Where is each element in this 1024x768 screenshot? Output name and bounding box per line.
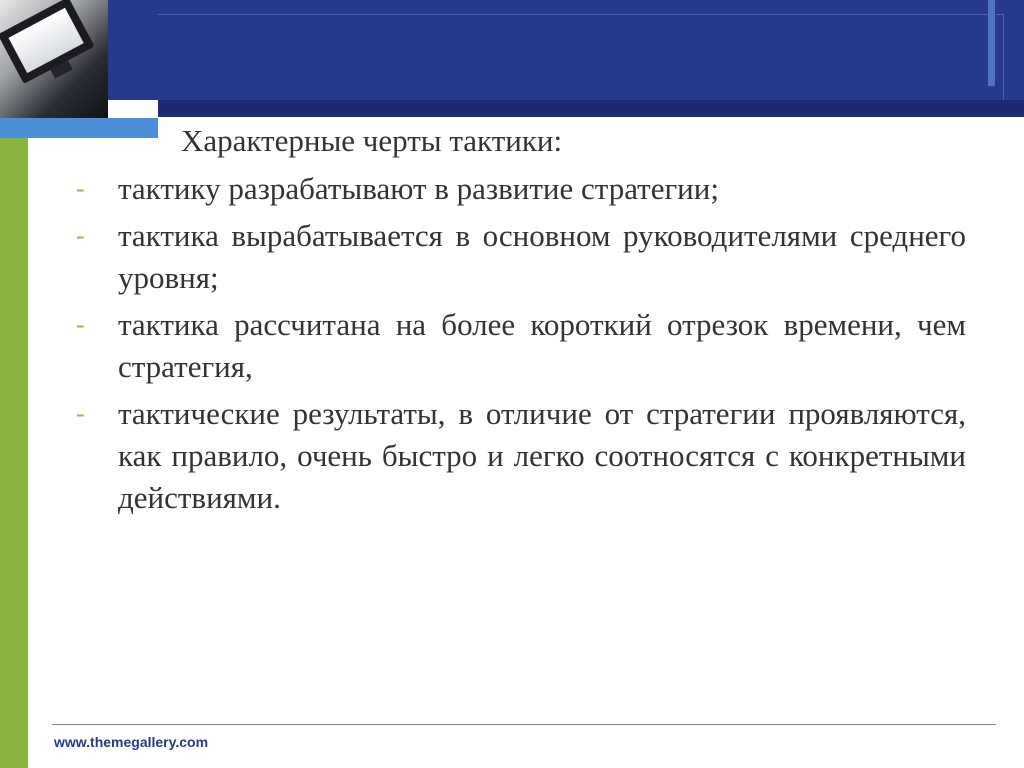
left-green-band bbox=[0, 138, 28, 768]
bullet-text: тактику разрабатывают в развитие стратегии; bbox=[118, 171, 719, 206]
computer-monitor-icon bbox=[0, 0, 108, 118]
bullet-item bbox=[76, 304, 966, 388]
bullet-text: тактика вырабатывается в основном руководителями среднего уровня; bbox=[118, 218, 966, 295]
bullet-marker: - bbox=[76, 174, 85, 203]
bullet-item bbox=[76, 393, 966, 519]
slide-heading: Характерные черты тактики: bbox=[181, 123, 563, 158]
bullet-text: тактические результаты, в отличие от стратегии проявляются, как правило, очень быстро и легко соотносятся с конкретными действиями. bbox=[118, 396, 966, 515]
footer-divider bbox=[52, 724, 996, 725]
bullet-item bbox=[76, 168, 966, 210]
monitor-shape bbox=[0, 0, 106, 93]
footer-url[interactable]: www.themegallery.com bbox=[54, 734, 209, 750]
bullet-marker: - bbox=[76, 399, 85, 428]
header-inner-frame bbox=[158, 14, 1004, 100]
bullet-marker: - bbox=[76, 221, 85, 250]
bullet-item bbox=[76, 215, 966, 299]
header-accent-stripe bbox=[988, 0, 995, 86]
header-underline bbox=[158, 100, 1024, 117]
bullet-list bbox=[76, 168, 966, 524]
bullet-text: тактика рассчитана на более короткий отрезок времени, чем стратегия, bbox=[118, 307, 966, 384]
bullet-marker: - bbox=[76, 310, 85, 339]
left-blue-band bbox=[0, 118, 158, 138]
